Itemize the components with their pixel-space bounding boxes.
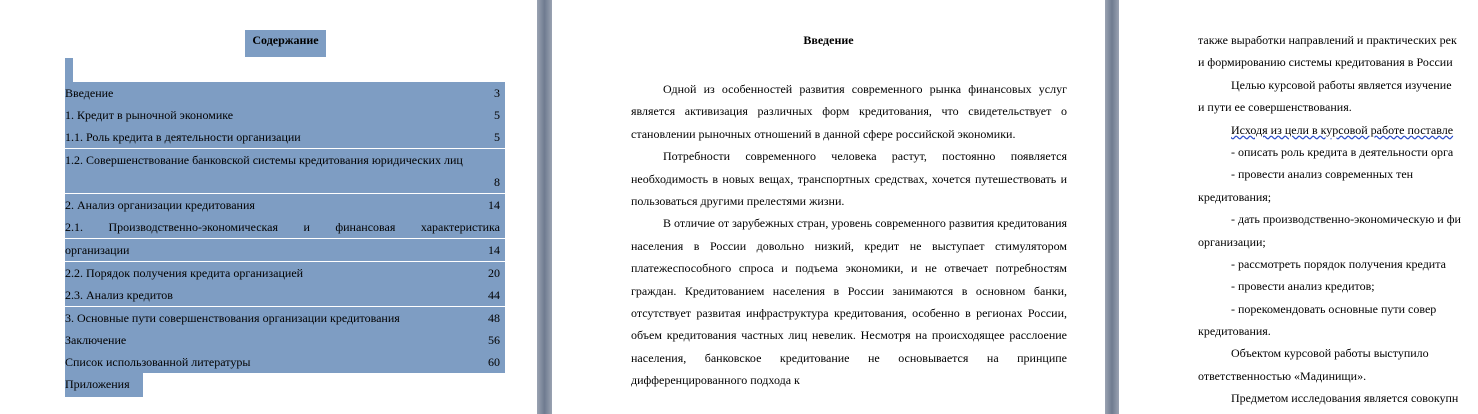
text-line-row xyxy=(1198,342,1478,364)
toc-row-label: Список использованной литературы xyxy=(65,355,251,369)
toc-row-page-number: 5 xyxy=(494,130,500,144)
page-gap xyxy=(1105,0,1119,414)
goals-body[interactable] xyxy=(1198,29,1478,410)
toc-row[interactable] xyxy=(65,126,505,148)
text-line: и пути ее совершенствования. xyxy=(1198,100,1352,115)
document-page-toc[interactable] xyxy=(0,0,537,414)
text-line-row xyxy=(1198,51,1478,73)
text-line-row xyxy=(1198,186,1478,208)
document-page-intro[interactable] xyxy=(552,0,1105,414)
text-line: - дать производственно-экономическую и фи xyxy=(1231,212,1461,227)
toc-row-justified xyxy=(65,216,500,238)
text-line: кредитования; xyxy=(1198,189,1272,204)
text-line-row xyxy=(1198,365,1478,387)
text-line-row xyxy=(1198,96,1478,118)
text-line-row xyxy=(1198,320,1478,342)
text-line: и формированию системы кредитования в России xyxy=(1198,55,1453,70)
text-line-row xyxy=(1198,74,1478,96)
toc-row[interactable] xyxy=(65,216,505,238)
toc-row-page-number: 44 xyxy=(488,288,500,302)
toc-word: 2.1. xyxy=(65,220,83,234)
toc-row-page-number: 56 xyxy=(488,333,500,347)
toc-row-label: 1. Кредит в рыночной экономике xyxy=(65,108,234,122)
toc-row-page-number: 14 xyxy=(488,243,500,257)
text-line-row xyxy=(1198,253,1478,275)
toc-row[interactable] xyxy=(65,82,505,104)
toc-row[interactable] xyxy=(65,239,505,261)
text-line: организации; xyxy=(1198,234,1266,249)
toc-row-label: Заключение xyxy=(65,333,127,347)
toc-row-label: 1.1. Роль кредита в деятельности организации xyxy=(65,130,301,144)
intro-paragraph: Одной из особенностей развития современного рынка финансовых услуг является активизация различных форм кредитования, что свидетельствует о становлении рыночных отношений в данной сфере российской экономики. xyxy=(631,82,1067,141)
text-line-row xyxy=(1198,163,1478,185)
toc-row[interactable] xyxy=(65,329,505,351)
text-line-row xyxy=(1198,208,1478,230)
toc-row[interactable] xyxy=(65,262,505,284)
text-line: Предметом исследования является совокупн xyxy=(1231,391,1459,406)
toc-row-page-number: 48 xyxy=(488,311,500,325)
text-line-row xyxy=(1198,275,1478,297)
toc-row-appendix[interactable]: Приложения xyxy=(65,373,143,397)
toc-word: финансовая xyxy=(335,220,396,234)
intro-paragraph: Потребности современного человека растут, постоянно появляется необходимость в новых вещах, транспортных средствах, хочется путешествовать и пользоваться другими прелестями жизни. xyxy=(631,149,1067,209)
toc-row-label: организации xyxy=(65,243,130,257)
toc-row-label: 2.3. Анализ кредитов xyxy=(65,288,173,302)
toc-word: и xyxy=(303,220,310,234)
text-line-row xyxy=(1198,141,1478,163)
toc-title: Содержание xyxy=(245,30,326,57)
text-line: Объектом курсовой работы выступило xyxy=(1231,346,1429,361)
toc-row-page-number: 20 xyxy=(488,266,500,280)
toc-row-label: 2.2. Порядок получения кредита организацией xyxy=(65,266,304,280)
text-line: - порекомендовать основные пути совер xyxy=(1231,301,1437,316)
intro-body[interactable] xyxy=(631,78,1067,392)
toc-row[interactable] xyxy=(65,307,505,329)
toc-row-page-number: 8 xyxy=(494,175,500,189)
toc-word: характеристика xyxy=(420,220,500,234)
toc-row-label: 3. Основные пути совершенствования организации кредитования xyxy=(65,311,400,325)
text-line: - описать роль кредита в деятельности орга xyxy=(1231,144,1454,159)
text-line-row xyxy=(1198,387,1478,409)
toc-row-label: 2. Анализ организации кредитования xyxy=(65,198,255,212)
toc-row-page-number: 14 xyxy=(488,198,500,212)
text-line: - провести анализ современных тен xyxy=(1231,167,1414,182)
toc-row-label: Введение xyxy=(65,86,114,100)
intro-title: Введение xyxy=(803,33,854,47)
toc-row[interactable] xyxy=(65,149,505,171)
toc-row[interactable] xyxy=(65,194,505,216)
text-line-row xyxy=(1198,231,1478,253)
toc-row-page-number: 60 xyxy=(488,355,500,369)
document-page-goals[interactable] xyxy=(1119,0,1478,414)
text-line: - провести анализ кредитов; xyxy=(1231,279,1375,294)
text-line: кредитования. xyxy=(1198,324,1271,339)
toc-row-label: 1.2. Совершенствование банковской системы кредитования юридических лиц xyxy=(65,153,463,167)
toc-row[interactable] xyxy=(65,284,505,306)
toc-row[interactable] xyxy=(65,351,505,373)
page-gap xyxy=(537,0,552,414)
text-line-row xyxy=(1198,298,1478,320)
text-line-row xyxy=(1198,29,1478,51)
text-line: Целью курсовой работы является изучение xyxy=(1231,77,1452,92)
toc-row-page-number: 5 xyxy=(494,108,500,122)
toc-row-page-number: 3 xyxy=(494,86,500,100)
text-line: - рассмотреть порядок получения кредита xyxy=(1231,256,1446,271)
text-line: ответственностью «Мадинищи». xyxy=(1198,368,1367,383)
toc-row[interactable] xyxy=(65,104,505,126)
toc-word: Производственно-экономическая xyxy=(108,220,279,234)
toc-selection-blank xyxy=(65,58,73,82)
text-line: Исходя из цели в курсовой работе поставле xyxy=(1231,122,1454,137)
intro-paragraph: В отличие от зарубежных стран, уровень современного развития кредитования населения в России довольно низкий, кредит не выступает стимулятором платежеспособного спроса и подъема экономики, и не отвечает потребностям граждан. Кредитованием населения в России занимаются в основном банки, отсутствует развитая инфраструктура кредитования, особенно в регионах России, объем кредитования частных лиц невелик. Несмотря на происходящее расслоение населения, банковское кредитование не основывается на принципе дифференцированного подхода к xyxy=(631,216,1068,388)
toc-row[interactable] xyxy=(65,171,505,193)
text-line: также выработки направлений и практических рек xyxy=(1198,33,1457,47)
text-line-row xyxy=(1198,119,1478,141)
